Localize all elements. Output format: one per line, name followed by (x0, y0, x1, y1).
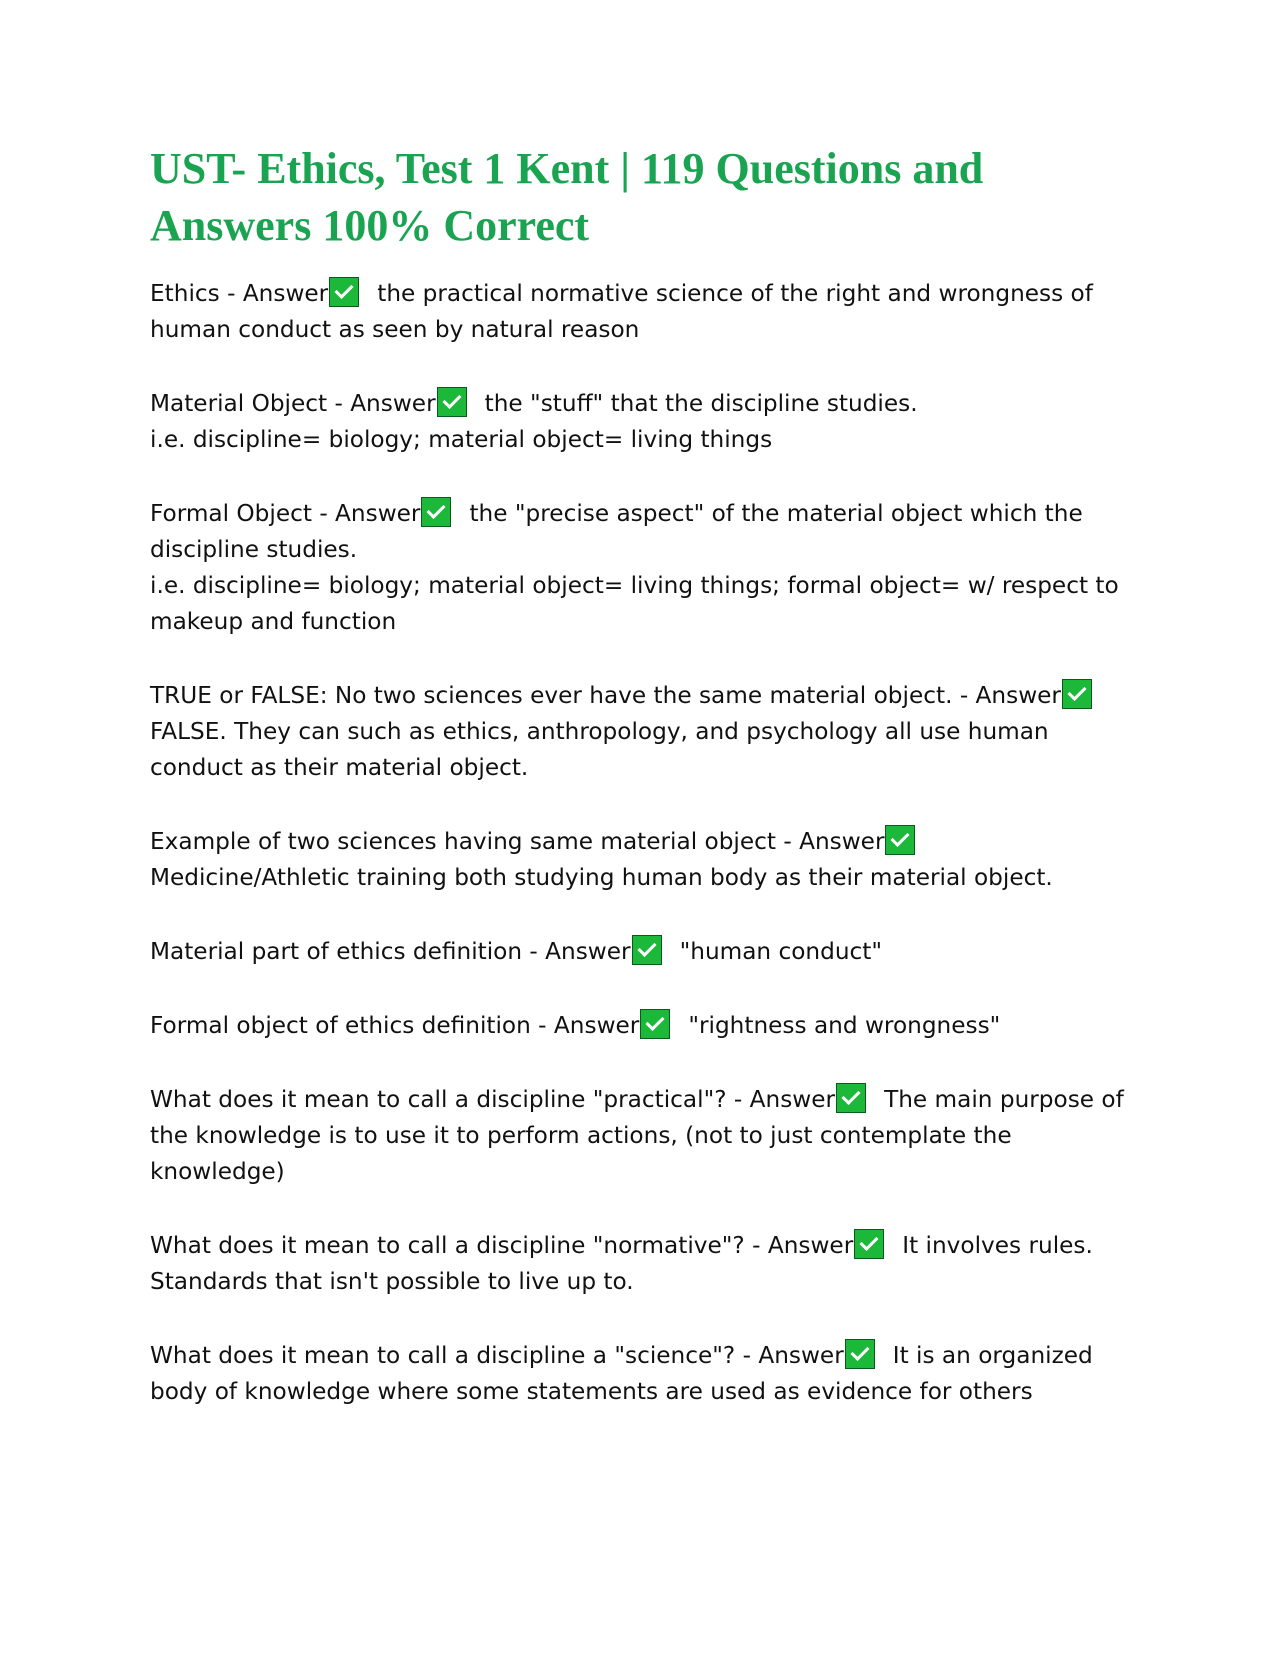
document-page (150, 140, 1130, 1448)
check-mark-icon (640, 1009, 670, 1039)
answer-text: "human conduct" (679, 938, 883, 965)
check-mark-icon (329, 277, 359, 307)
qa-item (150, 386, 1130, 458)
qa-item (150, 1338, 1130, 1410)
check-mark-icon (845, 1339, 875, 1369)
check-mark-icon (854, 1229, 884, 1259)
qa-item (150, 496, 1130, 640)
check-mark-icon (421, 497, 451, 527)
answer-text: The main purpose of the knowledge is to use it to perform actions, (not to just contemplate the knowledge) (150, 1086, 1124, 1185)
qa-item (150, 1008, 1130, 1044)
answer-text: the "precise aspect" of the material object which the discipline studies. (150, 500, 1083, 563)
answer-text: i.e. discipline= biology; material object= living things (150, 426, 773, 453)
answer-text: FALSE. They can such as ethics, anthropology, and psychology all use human conduct as their material object. (150, 718, 1049, 781)
question-text: Formal object of ethics definition - Answer (150, 1012, 640, 1039)
question-text: TRUE or FALSE: No two sciences ever have the same material object. - Answer (150, 682, 1061, 709)
question-text: Material part of ethics definition - Answer (150, 938, 631, 965)
page-title: UST- Ethics, Test 1 Kent | 119 Questions and Answers 100% Correct (150, 144, 984, 250)
check-mark-icon (632, 935, 662, 965)
question-text: Ethics - Answer (150, 280, 329, 307)
qa-item (150, 678, 1130, 786)
question-text: What does it mean to call a discipline a "science"? - Answer (150, 1342, 844, 1369)
answer-text: "rightness and wrongness" (688, 1012, 1001, 1039)
answer-text: the practical normative science of the right and wrongness of human conduct as seen by natural reason (150, 280, 1093, 343)
qa-item (150, 824, 1130, 896)
question-text: Example of two sciences having same material object - Answer (150, 828, 885, 855)
answer-text: Standards that isn't possible to live up to. (150, 1268, 634, 1295)
answer-text: Medicine/Athletic training both studying human body as their material object. (150, 864, 1053, 891)
qa-item (150, 1082, 1130, 1190)
question-text: Formal Object - Answer (150, 500, 421, 527)
question-text: What does it mean to call a discipline "practical"? - Answer (150, 1086, 836, 1113)
answer-text: It is an organized body of knowledge where some statements are used as evidence for others (150, 1342, 1093, 1405)
answer-text: i.e. discipline= biology; material object= living things; formal object= w/ respect to makeup and function (150, 572, 1119, 635)
question-text: What does it mean to call a discipline "normative"? - Answer (150, 1232, 854, 1259)
question-text: Material Object - Answer (150, 390, 436, 417)
qa-item (150, 276, 1130, 348)
qa-item (150, 934, 1130, 970)
answer-text: It involves rules. (902, 1232, 1093, 1259)
check-mark-icon (885, 825, 915, 855)
check-mark-icon (437, 387, 467, 417)
check-mark-icon (1062, 679, 1092, 709)
answer-text: the "stuff" that the discipline studies. (484, 390, 918, 417)
qa-item (150, 1228, 1130, 1300)
check-mark-icon (836, 1083, 866, 1113)
